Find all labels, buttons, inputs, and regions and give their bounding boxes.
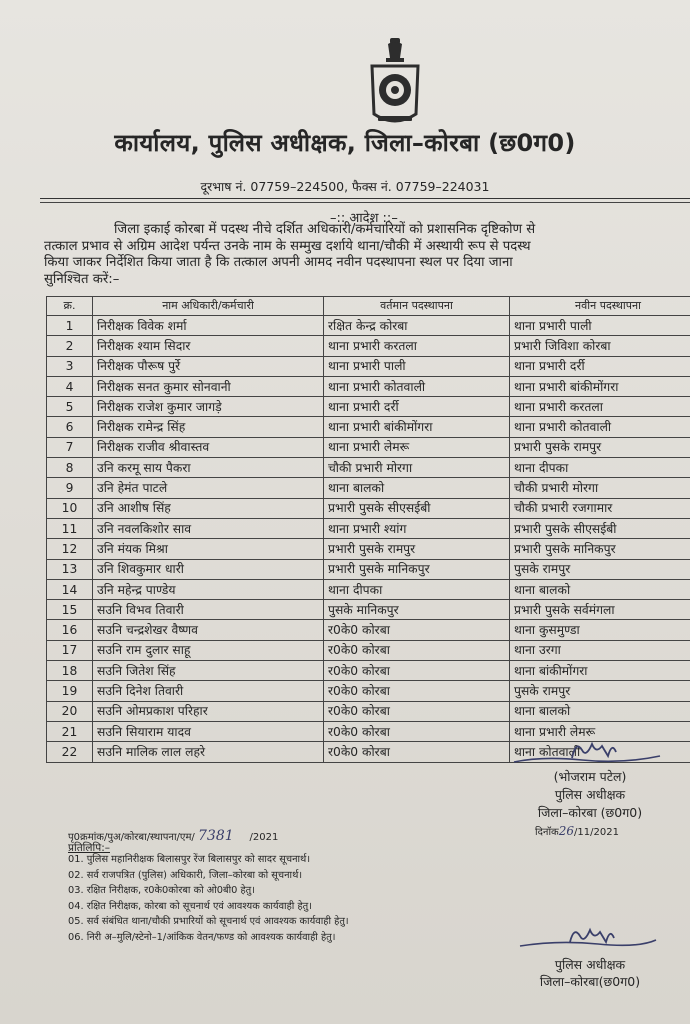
table-row [47,559,690,579]
cell-officer-name: सउनि राम दुलार साहू [93,640,324,660]
cell-officer-name: निरीक्षक पौरूष पुर्रे [93,356,324,376]
cell-new-posting: थाना प्रभारी कोतवाली [510,417,690,437]
cell-serial: 4 [47,376,93,396]
cell-serial: 22 [47,742,93,762]
cell-serial: 5 [47,397,93,417]
cell-new-posting: पुसके रामपुर [510,681,690,701]
cell-serial: 2 [47,336,93,356]
cell-officer-name: उनि शिवकुमार धारी [93,559,324,579]
table-row [47,478,690,498]
signature-scribble-1 [512,736,662,770]
cell-officer-name: उनि हेमंत पाटले [93,478,324,498]
cell-current-posting: थाना प्रभारी दर्री [324,397,510,417]
cell-current-posting: थाना प्रभारी करतला [324,336,510,356]
cell-new-posting: थाना प्रभारी करतला [510,397,690,417]
table-row [47,640,690,660]
cell-officer-name: निरीक्षक विवेक शर्मा [93,316,324,336]
cell-serial: 17 [47,640,93,660]
cell-new-posting: प्रभारी जिविशा कोरबा [510,336,690,356]
cell-new-posting: चौकी प्रभारी मोरगा [510,478,690,498]
table-header-row [47,297,690,316]
intro-line: जिला इकाई कोरबा में पदस्थ नीचे दर्शित अधिकारी/कर्मचारियों को प्रशासनिक दृष्टिकोण से [114,222,536,237]
cell-serial: 18 [47,661,93,681]
copy-item: 01. पुलिस महानिरीक्षक बिलासपुर रेंज बिलासपुर को सादर सूचनार्थ। [68,854,311,865]
cell-current-posting: प्रभारी पुसके रामपुर [324,539,510,559]
col-header-current-posting: वर्तमान पदस्थापना [324,297,510,316]
cell-current-posting: थाना दीपका [324,579,510,599]
cell-serial: 9 [47,478,93,498]
intro-line: किया जाकर निर्देशित किया जाता है कि तत्काल अपनी आमद नवीन पदस्थापना स्थल पर दिया जाना [44,255,513,270]
cell-current-posting: थाना प्रभारी बांकीमोंगरा [324,417,510,437]
cell-new-posting: थाना कुसमुण्डा [510,620,690,640]
cell-serial: 16 [47,620,93,640]
col-header-new-posting: नवीन पदस्थापना [510,297,690,316]
cell-current-posting: पुसके मानिकपुर [324,600,510,620]
copy-item: 05. सर्व संबंधित थाना/चौकी प्रभारियों को सूचनार्थ एवं आवश्यक कार्यवाही हेतु। [68,916,349,928]
cell-current-posting: र0के0 कोरबा [324,681,510,701]
cell-officer-name: सउनि मालिक लाल लहरे [93,742,324,762]
cell-officer-name: सउनि सियाराम यादव [93,721,324,741]
cell-current-posting: र0के0 कोरबा [324,742,510,762]
table-row [47,336,690,356]
copy-list [68,852,349,946]
table-row [47,376,690,396]
signatory-name: (भोजराम पटेल) [553,769,627,784]
cell-new-posting: थाना बांकीमोंगरा [510,661,690,681]
reference-year: /2021 [249,832,279,843]
order-intro [44,222,690,288]
signatory-district: जिला–कोरबा (छ0ग0) [537,805,643,820]
table-row [47,681,690,701]
cell-new-posting: थाना प्रभारी लेमरू [510,721,690,741]
cell-officer-name: निरीक्षक रामेन्द्र सिंह [93,417,324,437]
table-row [47,397,690,417]
cell-new-posting: थाना कोतवाली [510,742,690,762]
copy-item: 06. निरी अ–मुलि/स्टेनो–1/आंकिक वेतन/फण्ड को आवश्यक कार्यवाही हेतु। [68,931,336,943]
table-row [47,356,690,376]
cell-officer-name: निरीक्षक सनत कुमार सोनवानी [93,376,324,396]
cell-officer-name: उनि महेन्द्र पाण्डेय [93,579,324,599]
signature-scribble-2 [518,924,658,954]
signatory-designation: पुलिस अधीक्षक [554,787,626,802]
table-row [47,437,690,457]
cell-current-posting: र0के0 कोरबा [324,721,510,741]
cell-officer-name: उनि करमू साय पैकरा [93,458,324,478]
police-emblem-icon [366,36,424,134]
cell-serial: 7 [47,437,93,457]
cell-officer-name: सउनि जितेश सिंह [93,661,324,681]
cell-current-posting: र0के0 कोरबा [324,620,510,640]
cell-new-posting: थाना दीपका [510,458,690,478]
cell-officer-name: निरीक्षक राजेश कुमार जागड़े [93,397,324,417]
table-row [47,458,690,478]
cell-officer-name: निरीक्षक श्याम सिदार [93,336,324,356]
cell-serial: 14 [47,579,93,599]
cell-current-posting: र0के0 कोरबा [324,701,510,721]
cell-new-posting: थाना प्रभारी दर्री [510,356,690,376]
intro-line: सुनिश्चित करें:– [44,271,120,287]
cell-new-posting: प्रभारी पुसके सीएसईबी [510,518,690,538]
reference-prefix: पृ0क्रमांक/पुअ/कोरबा/स्थापना/एम/ [68,832,195,843]
transfer-table [46,296,690,763]
cell-current-posting: थाना प्रभारी पाली [324,356,510,376]
cell-officer-name: सउनि विभव तिवारी [93,600,324,620]
order-heading: –:: आदेश ::– [330,211,398,226]
cell-serial: 15 [47,600,93,620]
cell-new-posting: चौकी प्रभारी रजगामार [510,498,690,518]
cell-current-posting: रक्षित केन्द्र कोरबा [324,316,510,336]
header-divider [40,198,690,199]
cell-current-posting: चौकी प्रभारी मोरगा [324,458,510,478]
cell-new-posting: थाना बालको [510,579,690,599]
table-row [47,417,690,437]
cell-current-posting: र0के0 कोरबा [324,640,510,660]
table-row [47,518,690,538]
cell-officer-name: उनि मंयक मिश्रा [93,539,324,559]
cell-new-posting: थाना उरगा [510,640,690,660]
copy-item: 03. रक्षित निरीक्षक, र0के0कोरबा को ओ0बी0 हेतु। [68,885,255,897]
cell-serial: 13 [47,559,93,579]
copy-item: 04. रक्षित निरीक्षक, कोरबा को सूचनार्थ एवं आवश्यक कार्यवाही हेतु। [68,900,312,912]
cell-current-posting: प्रभारी पुसके सीएसईबी [324,498,510,518]
cell-serial: 10 [47,498,93,518]
cell-officer-name: उनि आशीष सिंह [93,498,324,518]
cell-serial: 20 [47,701,93,721]
intro-line: तत्काल प्रभाव से अग्रिम आदेश पर्यन्त उनके नाम के सम्मुख दर्शाये थाना/चौकी में अस्थायी रूप से पदस्थ [44,238,531,254]
cell-officer-name: सउनि ओमप्रकाश परिहार [93,701,324,721]
cell-serial: 12 [47,539,93,559]
cell-new-posting: थाना प्रभारी बांकीमोंगरा [510,376,690,396]
cell-serial: 6 [47,417,93,437]
order-date [535,824,619,838]
cell-current-posting: थाना प्रभारी श्यांग [324,518,510,538]
table-row [47,498,690,518]
table-row [47,661,690,681]
cell-officer-name: निरीक्षक राजीव श्रीवास्तव [93,437,324,457]
copy-list-title: प्रतिलिपि:– [68,842,110,854]
reference-handwritten-number: 7381 [198,828,234,844]
cell-new-posting: थाना बालको [510,701,690,721]
table-row [47,579,690,599]
cell-new-posting: प्रभारी पुसके मानिकपुर [510,539,690,559]
table-row [47,539,690,559]
cell-current-posting: थाना बालको [324,478,510,498]
contact-info: दूरभाष नं. 07759–224500, फैक्स नं. 07759–224031 [200,179,490,194]
cell-serial: 3 [47,356,93,376]
cell-officer-name: सउनि दिनेश तिवारी [93,681,324,701]
cell-serial: 1 [47,316,93,336]
cell-serial: 19 [47,681,93,701]
cell-serial: 8 [47,458,93,478]
cell-current-posting: प्रभारी पुसके मानिकपुर [324,559,510,579]
date-day-handwritten: 26 [558,824,575,838]
table-row [47,701,690,721]
cell-current-posting: थाना प्रभारी लेमरू [324,437,510,457]
office-title: कार्यालय, पुलिस अधीक्षक, जिला–कोरबा (छ0ग0) [114,129,576,157]
date-rest: /11/2021 [574,827,619,838]
cell-officer-name: उनि नवलकिशोर साव [93,518,324,538]
col-header-serial: क्र. [47,297,93,316]
table-row [47,316,690,336]
cell-serial: 11 [47,518,93,538]
cell-current-posting: र0के0 कोरबा [324,661,510,681]
cell-new-posting: प्रभारी पुसके रामपुर [510,437,690,457]
header-divider-thin [40,202,690,203]
col-header-name: नाम अधिकारी/कर्मचारी [93,297,324,316]
cell-new-posting: पुसके रामपुर [510,559,690,579]
table-body [47,316,690,763]
cell-serial: 21 [47,721,93,741]
cell-current-posting: थाना प्रभारी कोतवाली [324,376,510,396]
signatory-designation-2: पुलिस अधीक्षक [554,957,626,972]
copy-item: 02. सर्व राजपत्रित (पुलिस) अधिकारी, जिला–कोरबा को सूचनार्थ। [68,869,303,881]
table-row [47,620,690,640]
date-label: दिनॉक [535,827,559,838]
signatory-district-2: जिला–कोरबा(छ0ग0) [539,974,641,989]
cell-officer-name: सउनि चन्द्रशेखर वैष्णव [93,620,324,640]
table-row [47,600,690,620]
cell-new-posting: प्रभारी पुसके सर्वमंगला [510,600,690,620]
cell-new-posting: थाना प्रभारी पाली [510,316,690,336]
